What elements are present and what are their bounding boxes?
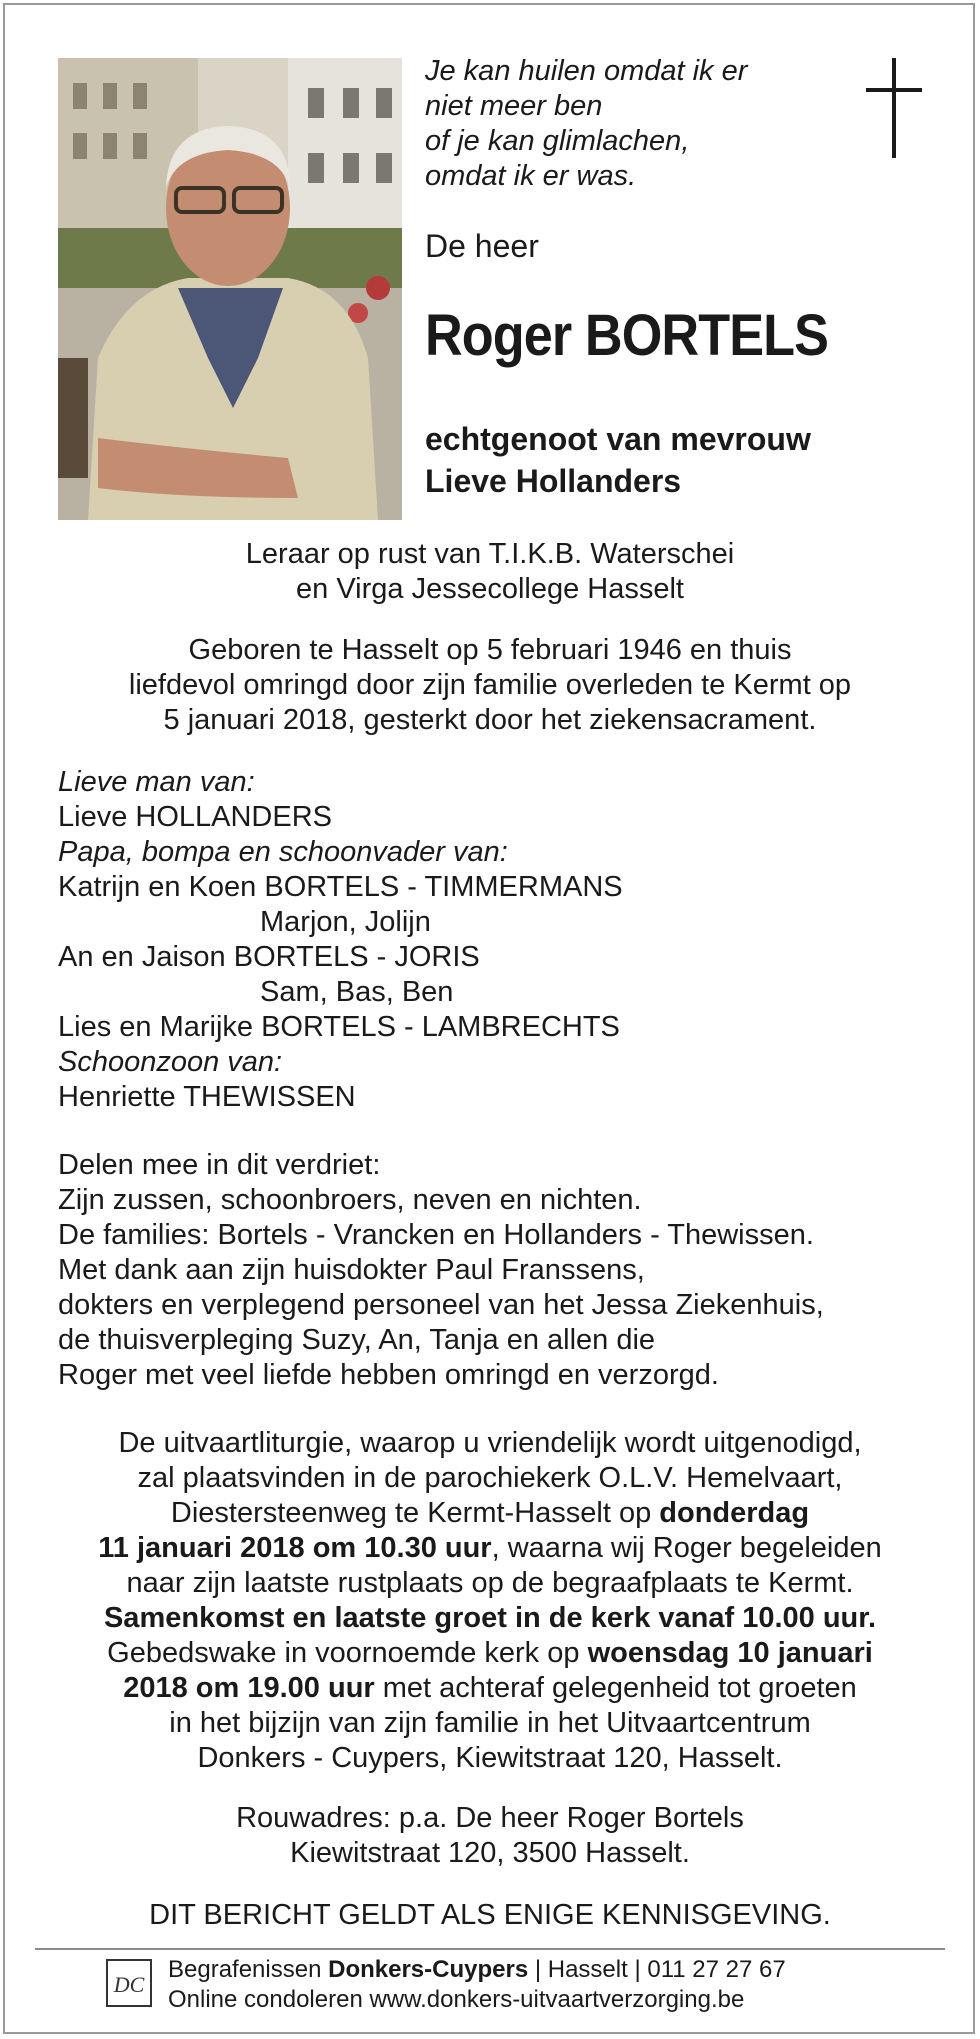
- quote-line: niet meer ben: [425, 90, 603, 122]
- funeral-text: Diestersteenweg te Kermt-Hasselt op: [170, 1497, 660, 1529]
- honorific: De heer: [425, 228, 539, 264]
- profession-line: en Virga Jessecollege Hasselt: [296, 573, 684, 605]
- spouse-info: [425, 418, 811, 502]
- family-heading: Schoonzoon van:: [58, 1046, 283, 1078]
- family-member: Katrijn en Koen BORTELS - TIMMERMANS: [58, 871, 623, 903]
- birth-death-info: [0, 633, 980, 738]
- funeral-line: [0, 1531, 980, 1566]
- company-logo: [105, 1958, 153, 2008]
- funeral-details: [0, 1426, 980, 1776]
- sharing-line: de thuisverpleging Suzy, An, Tanja en allen die: [58, 1324, 656, 1356]
- logo-letters: DC: [113, 1972, 145, 1997]
- footer-divider: [35, 1948, 945, 1950]
- funeral-line: [0, 1496, 980, 1531]
- family-member: Lies en Marijke BORTELS - LAMBRECHTS: [58, 1011, 620, 1043]
- funeral-line: De uitvaartliturgie, waarop u vriendelijk wordt uitgenodigd,: [118, 1427, 862, 1459]
- funeral-line: zal plaatsvinden in de parochiekerk O.L.V. Hemelvaart,: [137, 1462, 843, 1494]
- funeral-line: [0, 1636, 980, 1671]
- wake-date: 2018 om 19.00 uur: [123, 1672, 375, 1704]
- family-heading: Lieve man van:: [58, 766, 255, 798]
- birth-death-line: liefdevol omringd door zijn familie overleden te Kermt op: [128, 669, 852, 701]
- notice-text: DIT BERICHT GELDT ALS ENIGE KENNISGEVING.: [149, 1899, 831, 1931]
- sharing-line: De families: Bortels - Vrancken en Hollanders - Thewissen.: [58, 1219, 814, 1251]
- family-member: An en Jaison BORTELS - JORIS: [58, 941, 480, 973]
- sharing-line: Zijn zussen, schoonbroers, neven en nichten.: [58, 1184, 642, 1216]
- address-line: Rouwadres: p.a. De heer Roger Bortels: [236, 1802, 744, 1834]
- grandchildren: Marjon, Jolijn: [260, 906, 431, 938]
- family-member: Henriette THEWISSEN: [58, 1081, 356, 1113]
- funeral-text: Gebedswake in voornoemde kerk op: [107, 1637, 588, 1669]
- footer-website[interactable]: Online condoleren www.donkers-uitvaartverzorging.be: [168, 1986, 745, 2013]
- memorial-quote: [425, 54, 825, 194]
- deceased-name: Roger BORTELS: [425, 303, 829, 368]
- funeral-gathering: Samenkomst en laatste groet in de kerk vanaf 10.00 uur.: [103, 1602, 877, 1634]
- funeral-line: in het bijzijn van zijn familie in het Uitvaartcentrum: [169, 1707, 811, 1739]
- funeral-line: [0, 1671, 980, 1706]
- grandchildren: Sam, Bas, Ben: [260, 976, 454, 1008]
- sharing-line: dokters en verplegend personeel van het Jessa Ziekenhuis,: [58, 1289, 824, 1321]
- spouse-line: Lieve Hollanders: [425, 463, 682, 499]
- footer-info: [168, 1955, 786, 2015]
- mourning-address: [0, 1801, 980, 1871]
- family-member: Lieve HOLLANDERS: [58, 801, 332, 833]
- quote-line: Je kan huilen omdat ik er: [425, 55, 748, 87]
- birth-death-line: 5 januari 2018, gesterkt door het ziekensacrament.: [163, 704, 817, 736]
- company-name: Donkers-Cuypers: [328, 1956, 529, 1983]
- footer-contact: | Hasselt | 011 27 27 67: [528, 1956, 786, 1983]
- profession: [0, 537, 980, 607]
- cross-icon: [866, 58, 922, 158]
- footer-line: [168, 1955, 786, 1985]
- footer-prefix: Begrafenissen: [168, 1956, 329, 1983]
- profession-line: Leraar op rust van T.I.K.B. Waterschei: [245, 538, 735, 570]
- wake-date: woensdag 10 januari: [587, 1637, 873, 1669]
- sharing-line: Roger met veel liefde hebben omringd en verzorgd.: [58, 1359, 719, 1391]
- address-line: Kiewitstraat 120, 3500 Hasselt.: [290, 1837, 690, 1869]
- sharing-grief: [58, 1148, 958, 1393]
- sharing-line: Met dank aan zijn huisdokter Paul Franssens,: [58, 1254, 645, 1286]
- quote-line: omdat ik er was.: [425, 160, 637, 192]
- funeral-date: donderdag: [659, 1497, 810, 1529]
- family-list: [58, 765, 958, 1115]
- birth-death-line: Geboren te Hasselt op 5 februari 1946 en thuis: [188, 634, 792, 666]
- portrait-photo: [58, 58, 402, 520]
- funeral-line: Donkers - Cuypers, Kiewitstraat 120, Hasselt.: [197, 1742, 783, 1774]
- funeral-text: met achteraf gelegenheid tot groeten: [374, 1672, 857, 1704]
- sharing-line: Delen mee in dit verdriet:: [58, 1149, 381, 1181]
- funeral-line: naar zijn laatste rustplaats op de begraafplaats te Kermt.: [126, 1567, 854, 1599]
- funeral-text: , waarna wij Roger begeleiden: [491, 1532, 882, 1564]
- spouse-line: echtgenoot van mevrouw: [425, 421, 811, 457]
- family-heading: Papa, bompa en schoonvader van:: [58, 836, 508, 868]
- quote-line: of je kan glimlachen,: [425, 125, 690, 157]
- funeral-date: 11 januari 2018 om 10.30 uur: [98, 1532, 492, 1564]
